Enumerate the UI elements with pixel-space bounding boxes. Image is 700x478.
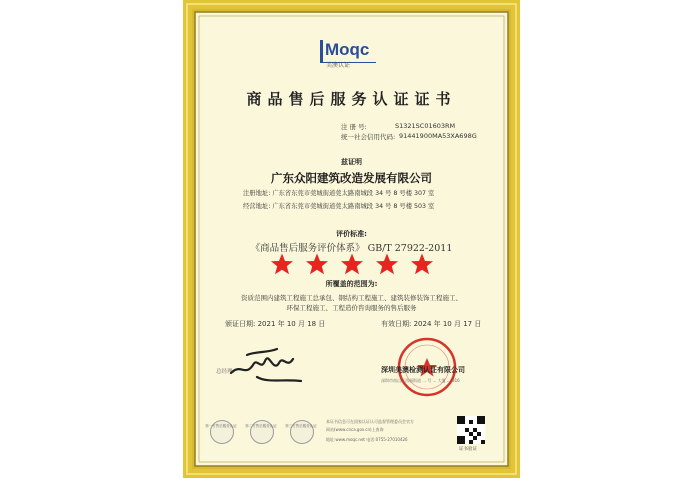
badge-third-party-label: 第三方售后服务认证	[285, 424, 317, 428]
issue-date	[225, 319, 325, 329]
expiry-date-label: 有效日期:	[381, 320, 412, 328]
scope-label: 所覆盖的范围为:	[325, 280, 378, 288]
business-address-value: 广东省东莞市莞城街道莞太路南城段 34 号 8 号楼 503 室	[272, 203, 435, 210]
standard-name: 《商品售后服务评价体系》 GB/T 27922-2011	[250, 243, 453, 254]
qr-code-icon	[457, 416, 485, 444]
footer-line-3: 地址:www.moqc.net 电话:0755-27010426	[326, 437, 408, 442]
star-icon	[375, 252, 399, 276]
star-icon	[410, 252, 434, 276]
badge-second-party-label: 第二方售后服务认证	[245, 424, 277, 428]
star-rating	[270, 252, 434, 276]
certificate-title: 商品售后服务认证证书	[246, 90, 457, 108]
registered-address	[243, 188, 434, 197]
star-icon	[340, 252, 364, 276]
logo-name: Moqc	[325, 40, 370, 59]
issuing-org-address: 深圳市南山区西丽街道 ... 号 ... 大厦 ... 316	[381, 378, 460, 383]
scope-line-2: 环保工程施工、工程造价咨询服务的售后服务	[286, 304, 417, 312]
credit-code-label: 统一社会信用代码:	[341, 133, 396, 141]
registered-address-label: 注册地址:	[243, 190, 271, 197]
badge-first-party-label: 第一方售后服务认证	[205, 424, 237, 428]
qr-label: 证书验证	[459, 447, 477, 452]
footer-line-1: 本证书信息可在国家认证认可监督管理委员会官方	[326, 419, 414, 424]
credit-code-value: 91441900MA53XA698G	[399, 132, 477, 140]
reg-no-label: 注 册 号:	[341, 123, 367, 131]
expiry-date-value: 2024 年 10 月 17 日	[413, 320, 482, 328]
star-icon	[270, 252, 294, 276]
moqc-logo	[320, 38, 376, 68]
footer-line-2: 网站(www.cnca.gov.cn)上查询	[326, 427, 384, 432]
registered-address-value: 广东省东莞市莞城街道莞太路南城段 34 号 8 号楼 307 室	[272, 190, 435, 197]
star-icon	[305, 252, 329, 276]
business-address-label: 经营地址:	[243, 203, 271, 210]
issuing-org: 深圳美澳检测认证有限公司	[381, 366, 465, 374]
certify-label: 兹证明	[341, 158, 362, 166]
certificate-border	[183, 0, 520, 478]
standard-label: 评价标准:	[336, 230, 367, 238]
business-address	[243, 201, 434, 210]
signature-label: 总经理:	[216, 369, 235, 375]
logo-subtitle: 美澳认证	[326, 62, 351, 69]
reg-no-value: S1321SC01603RM	[395, 122, 456, 130]
issue-date-label: 颁证日期:	[225, 320, 256, 328]
scope-line-1: 资质范围内建筑工程施工总承包、钢结构工程施工、建筑装修装饰工程施工、	[241, 294, 462, 302]
signature-image	[227, 343, 307, 387]
certificate	[183, 0, 520, 478]
company-name: 广东众阳建筑改造发展有限公司	[271, 171, 432, 185]
expiry-date	[381, 319, 481, 329]
issue-date-value: 2021 年 10 月 18 日	[257, 320, 326, 328]
